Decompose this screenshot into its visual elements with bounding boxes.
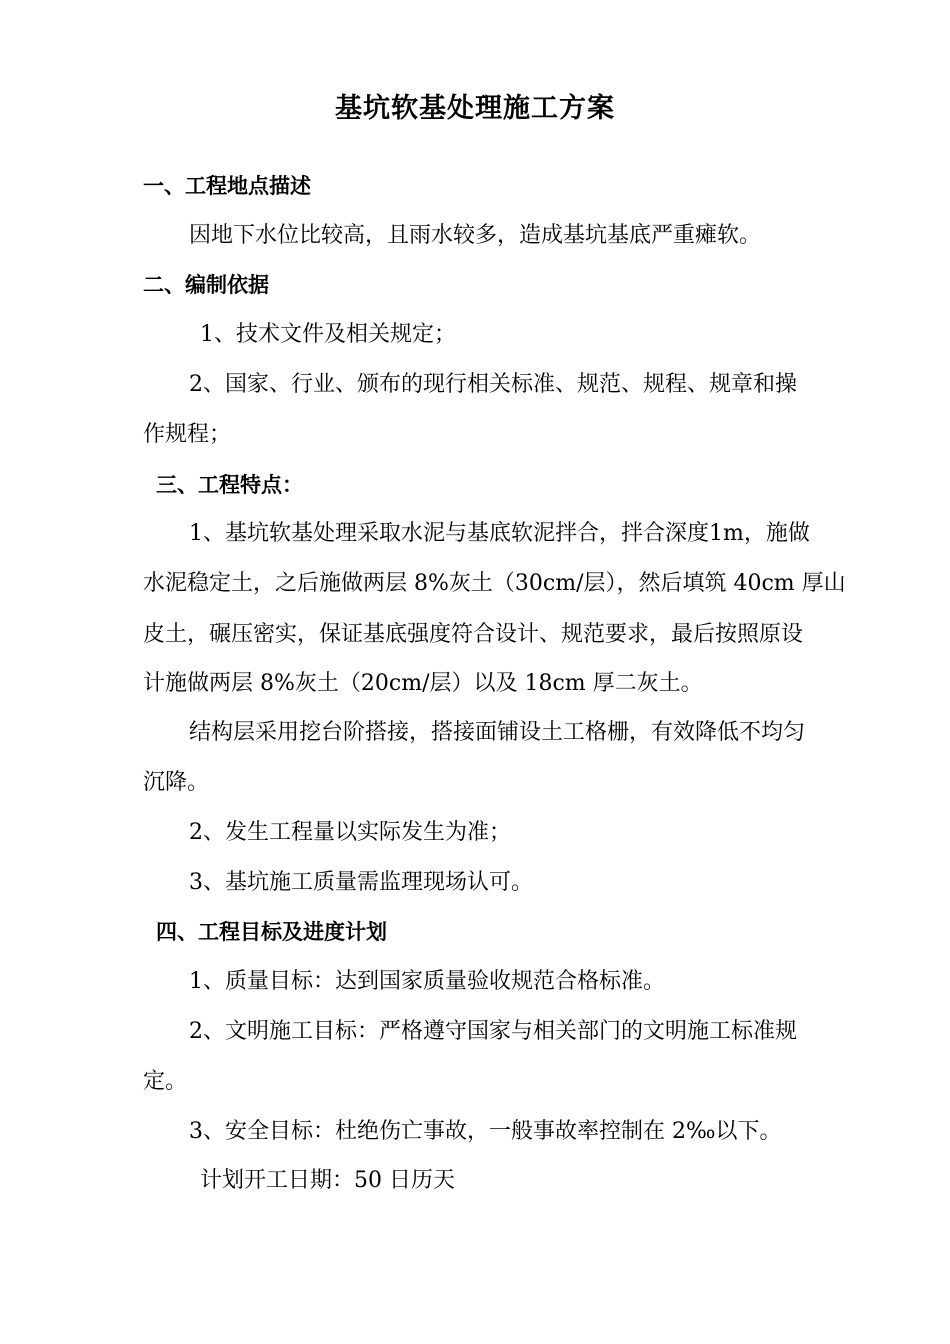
list-item: 2、文明施工目标：严格遵守国家与相关部门的文明施工标准规 xyxy=(189,1019,797,1044)
paragraph-line: 水泥稳定土，之后施做两层 8%灰土（30cm/层），然后填筑 40cm 厚山 xyxy=(143,571,846,596)
section-heading-2: 二、编制依据 xyxy=(143,273,269,297)
list-item: 1、基坑软基处理采取水泥与基底软泥拌合，拌合深度1m，施做 xyxy=(189,521,810,546)
paragraph-line: 沉降。 xyxy=(143,770,210,795)
paragraph-line: 皮土，碾压密实，保证基底强度符合设计、规范要求，最后按照原设 xyxy=(143,622,804,647)
list-item: 3、基坑施工质量需监理现场认可。 xyxy=(189,870,533,895)
paragraph-line: 定。 xyxy=(143,1069,188,1094)
paragraph-line: 结构层采用挖台阶搭接，搭接面铺设土工格栅，有效降低不均匀 xyxy=(189,720,806,745)
list-item: 3、安全目标：杜绝伤亡事故，一般事故率控制在 2‰以下。 xyxy=(189,1119,782,1144)
list-item: 2、国家、行业、颁布的现行相关标准、规范、规程、规章和操 xyxy=(189,372,797,397)
schedule-line: 计划开工日期：50 日历天 xyxy=(200,1168,455,1193)
list-item: 2、发生工程量以实际发生为准； xyxy=(189,820,511,845)
paragraph-line: 因地下水位比较高，且雨水较多，造成基坑基底严重瘫软。 xyxy=(189,223,762,248)
section-heading-3: 三、工程特点： xyxy=(156,473,303,497)
paragraph-line: 计施做两层 8%灰土（20cm/层）以及 18cm 厚二灰土。 xyxy=(143,671,703,696)
section-heading-4: 四、工程目标及进度计划 xyxy=(156,920,387,944)
document-title: 基坑软基处理施工方案 xyxy=(335,93,615,124)
list-item: 1、质量目标：达到国家质量验收规范合格标准。 xyxy=(189,969,665,994)
section-heading-1: 一、工程地点描述 xyxy=(143,174,311,198)
list-item: 1、技术文件及相关规定； xyxy=(200,322,456,347)
paragraph-line: 作规程； xyxy=(143,422,232,447)
